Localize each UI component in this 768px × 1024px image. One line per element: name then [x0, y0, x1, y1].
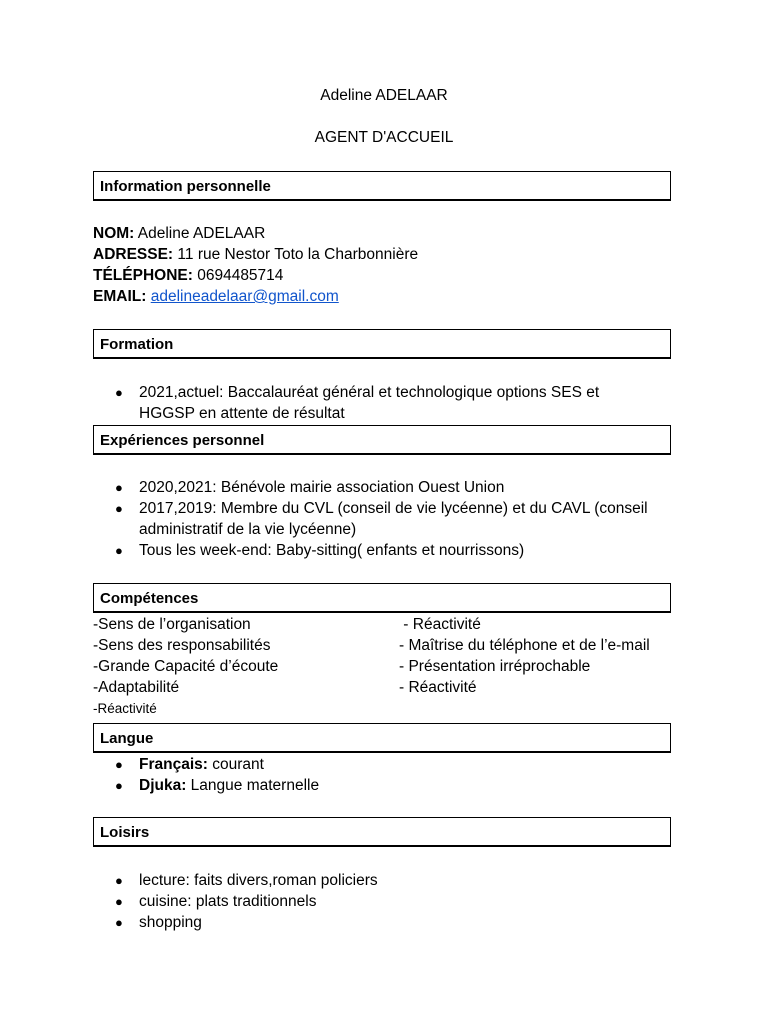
list-item: ● 2020,2021: Bénévole mairie association Ouest Union — [115, 479, 505, 496]
bullet-icon: ● — [115, 757, 123, 772]
nom-label: NOM: — [93, 225, 135, 242]
list-item: ● Tous les week-end: Baby-sitting( enfants et nourrissons) — [115, 542, 525, 559]
langue-list — [93, 754, 653, 796]
adresse-label: ADRESSE: — [93, 246, 174, 263]
telephone-label: TÉLÉPHONE: — [93, 267, 193, 284]
experiences-list — [93, 477, 653, 561]
adresse-line — [93, 244, 418, 265]
competence-left-3: -Grande Capacité d’écoute — [93, 658, 279, 675]
bullet-icon: ● — [115, 778, 123, 793]
competence-extra: -Réactivité — [93, 701, 157, 716]
email-line — [93, 286, 339, 307]
list-item: ● Djuka: Langue maternelle — [115, 777, 320, 794]
competence-left-2: -Sens des responsabilités — [93, 637, 271, 654]
competence-right-1: - Réactivité — [399, 616, 481, 633]
competence-right-2: - Maîtrise du téléphone et de l’e-mail — [399, 637, 650, 654]
loisirs-list — [93, 870, 653, 933]
list-item: ● shopping — [115, 914, 202, 931]
section-heading-competences: Compétences — [93, 583, 671, 613]
nom-line — [93, 223, 265, 244]
bullet-icon: ● — [115, 501, 123, 516]
telephone-value: 0694485714 — [192, 267, 284, 284]
email-label: EMAIL: — [93, 288, 147, 305]
bullet-icon: ● — [115, 543, 123, 558]
job-title: AGENT D'ACCUEIL — [314, 129, 454, 146]
telephone-line — [93, 265, 283, 286]
list-item: ● 2021,actuel: Baccalauréat général et technologique options SES et HGGSP en attente de résultat — [115, 384, 600, 422]
list-item: ● lecture: faits divers,roman policiers — [115, 872, 378, 889]
list-item: ● Français: courant — [115, 756, 264, 773]
bullet-icon: ● — [115, 873, 123, 888]
bullet-icon: ● — [115, 894, 123, 909]
competence-right-4: - Réactivité — [399, 679, 477, 696]
nom-value: Adeline ADELAAR — [134, 225, 266, 242]
competence-left-4: -Adaptabilité — [93, 679, 180, 696]
bullet-icon: ● — [115, 480, 123, 495]
adresse-value: 11 rue Nestor Toto la Charbonnière — [173, 246, 419, 263]
list-item: ● cuisine: plats traditionnels — [115, 893, 317, 910]
list-item: ● 2017,2019: Membre du CVL (conseil de vie lycéenne) et du CAVL (conseil administratif de la vie lycéenne) — [115, 500, 648, 538]
bullet-icon: ● — [115, 385, 123, 400]
section-heading-loisirs: Loisirs — [93, 817, 671, 847]
section-heading-formation: Formation — [93, 329, 671, 359]
section-heading-experiences: Expériences personnel — [93, 425, 671, 455]
competence-right-3: - Présentation irréprochable — [399, 658, 591, 675]
cv-name: Adeline ADELAAR — [320, 87, 448, 104]
bullet-icon: ● — [115, 915, 123, 930]
section-heading-personal: Information personnelle — [93, 171, 671, 201]
section-heading-langue: Langue — [93, 723, 671, 753]
competence-left-1: -Sens de l’organisation — [93, 616, 251, 633]
formation-list — [93, 382, 653, 424]
email-link[interactable]: adelineadelaar@gmail.com — [150, 288, 339, 305]
